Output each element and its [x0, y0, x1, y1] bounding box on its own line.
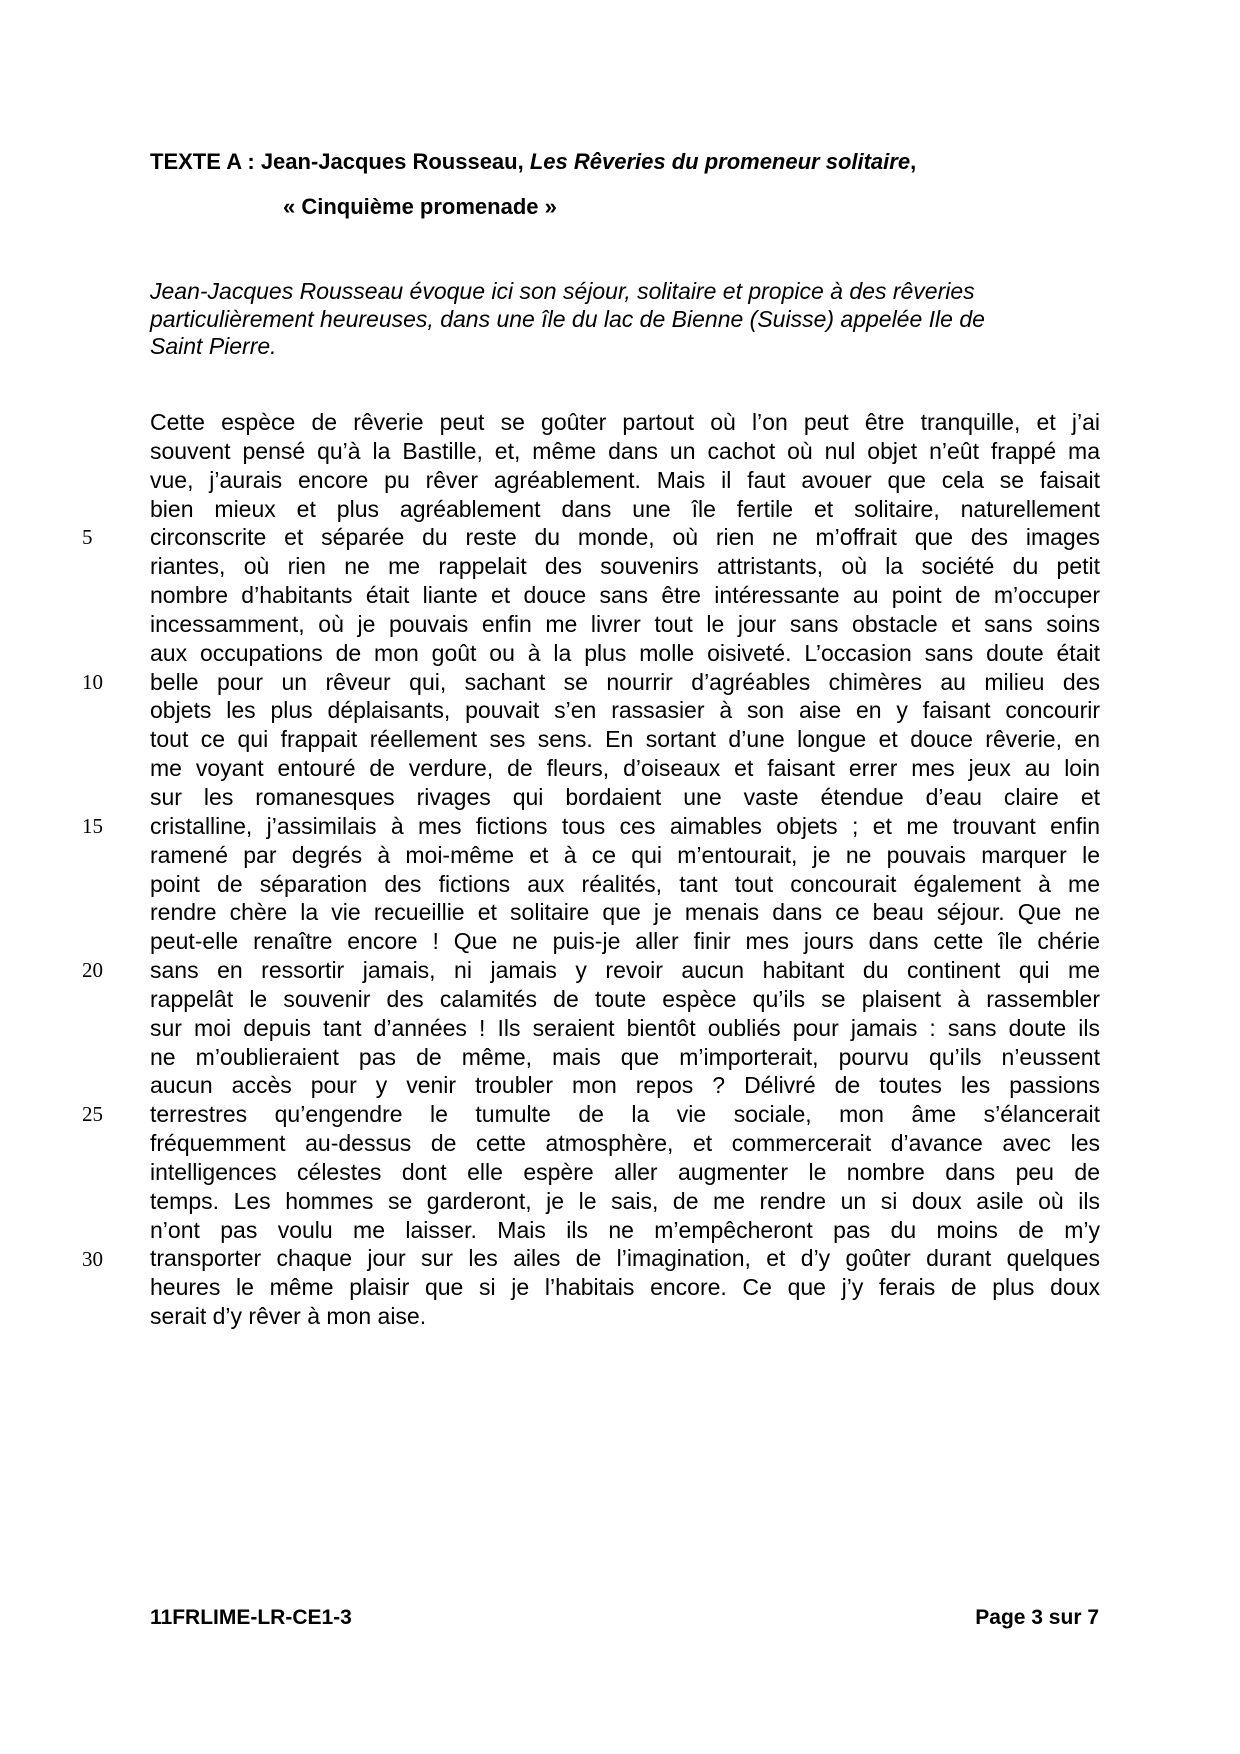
intro-line: Jean-Jacques Rousseau évoque ici son séjour, solitaire et propice à des rêveries [150, 278, 975, 304]
line-number: 20 [82, 958, 103, 983]
title-suffix: , [910, 149, 917, 174]
text-line: temps. Les hommes se garderont, je le sais, de me rendre un si doux asile où ils [150, 1187, 1100, 1214]
line-number: 25 [82, 1102, 103, 1127]
document-title [150, 148, 916, 176]
text-line: me voyant entouré de verdure, de fleurs, d’oiseaux et faisant errer mes jeux au loin [150, 755, 1100, 782]
text-line: cristalline, j’assimilais à mes fictions tous ces aimables objets ; et me trouvant enfin [150, 812, 1100, 839]
intro-line: particulièrement heureuses, dans une île du lac de Bienne (Suisse) appelée Ile de [150, 305, 985, 332]
text-line: incessamment, où je pouvais enfin me livrer tout le jour sans obstacle et sans soins [150, 610, 1100, 637]
line-number: 10 [82, 669, 103, 694]
text-line: sur les romanesques rivages qui bordaient une vaste étendue d’eau claire et [150, 783, 1100, 810]
text-line: circonscrite et séparée du reste du monde, où rien ne m’offrait que des images [150, 524, 1100, 551]
intro-line: Saint Pierre. [150, 333, 277, 359]
text-line: nombre d’habitants était liante et douce sans être intéressante au point de m’occuper [150, 582, 1100, 609]
text-line: bien mieux et plus agréablement dans une île fertile et solitaire, naturellement [150, 495, 1100, 522]
work-title: Les Rêveries du promeneur solitaire [529, 149, 911, 174]
text-line: fréquemment au-dessus de cette atmosphère, et commercerait d’avance avec les [150, 1130, 1100, 1157]
text-line: intelligences célestes dont elle espère aller augmenter le nombre dans peu de [150, 1158, 1100, 1185]
text-line: point de séparation des fictions aux réalités, tant tout concourait également à me [150, 870, 1100, 897]
text-line: objets les plus déplaisants, pouvait s’en rassasier à son aise en y faisant concourir [150, 697, 1100, 724]
text-line: belle pour un rêveur qui, sachant se nourrir d’agréables chimères au milieu des [150, 668, 1100, 695]
text-line: transporter chaque jour sur les ailes de l’imagination, et d’y goûter durant quelques [150, 1245, 1100, 1272]
text-line: rappelât le souvenir des calamités de toute espèce qu’ils se plaisent à rassembler [150, 985, 1100, 1012]
text-line: vue, j’aurais encore pu rêver agréablement. Mais il faut avouer que cela se faisait [150, 466, 1100, 493]
line-number: 15 [82, 813, 103, 838]
text-line: ne m’oublieraient pas de même, mais que m’importerait, pourvu qu’ils n’eussent [150, 1043, 1100, 1070]
text-line: Cette espèce de rêverie peut se goûter partout où l’on peut être tranquille, et j’ai [150, 409, 1100, 435]
text-line: souvent pensé qu’à la Bastille, et, même dans un cachot où nul objet n’eût frappé ma [150, 437, 1100, 464]
text-line: ramené par degrés à moi-même et à ce qui m’entourait, je ne pouvais marquer le [150, 841, 1100, 868]
text-line: n’ont pas voulu me laisser. Mais ils ne m’empêcheront pas du moins de m’y [150, 1216, 1100, 1243]
text-line: heures le même plaisir que si je l’habitais encore. Ce que j’y ferais de plus doux [150, 1274, 1100, 1301]
text-line: aucun accès pour y venir troubler mon repos ? Délivré de toutes les passions [150, 1072, 1100, 1099]
text-line: serait d’y rêver à mon aise. [150, 1303, 427, 1330]
text-line: aux occupations de mon goût ou à la plus molle oisiveté. L’occasion sans doute était [150, 639, 1100, 666]
main-text [150, 408, 1100, 1331]
text-line: sur moi depuis tant d’années ! Ils seraient bientôt oubliés pour jamais : sans doute ils [150, 1014, 1100, 1041]
footer-page-number: Page 3 sur 7 [975, 1606, 1099, 1629]
footer-exam-code: 11FRLIME-LR-CE1-3 [150, 1606, 352, 1629]
title-prefix: TEXTE A : Jean-Jacques Rousseau, [150, 149, 530, 174]
line-number: 30 [82, 1246, 103, 1271]
text-line: terrestres qu’engendre le tumulte de la vie sociale, mon âme s’élancerait [150, 1101, 1100, 1128]
text-line: sans en ressortir jamais, ni jamais y revoir aucun habitant du continent qui me [150, 957, 1100, 984]
text-line: tout ce qui frappait réellement ses sens. En sortant d’une longue et douce rêverie, en [150, 726, 1100, 753]
intro-paragraph [150, 278, 1100, 361]
line-number: 5 [82, 525, 93, 550]
text-line: rendre chère la vie recueillie et solitaire que je menais dans ce beau séjour. Que ne [150, 899, 1100, 926]
text-line: riantes, où rien ne me rappelait des souvenirs attristants, où la société du petit [150, 553, 1100, 580]
document-subtitle: « Cinquième promenade » [283, 194, 557, 219]
text-line: peut-elle renaître encore ! Que ne puis-je aller finir mes jours dans cette île chérie [150, 928, 1100, 955]
